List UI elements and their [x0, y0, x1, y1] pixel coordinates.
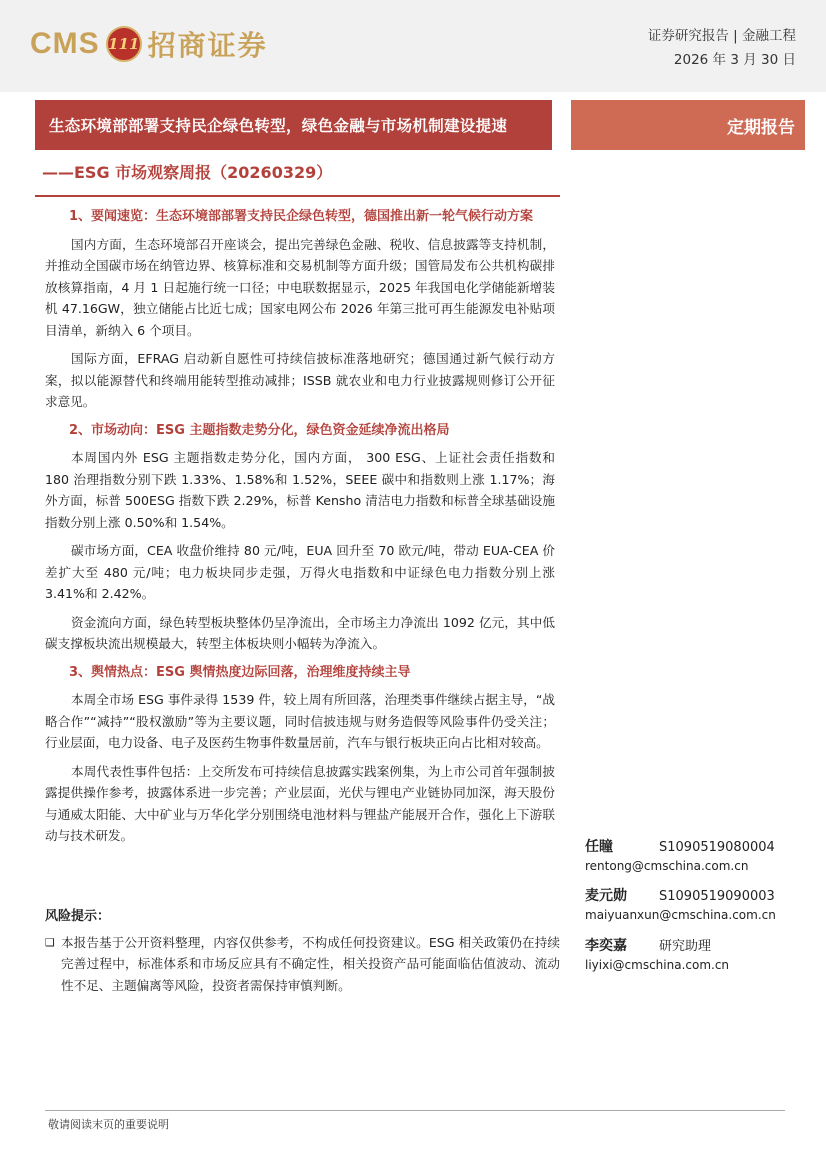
analyst-card — [585, 935, 805, 972]
analyst-name: 李奕嘉 — [585, 938, 627, 954]
paragraph: 本周代表性事件包括：上交所发布可持续信息披露实践案例集，为上市公司首年强制披露提供操作参考，披露体系进一步完善；产业层面，光伏与锂电产业链协同加深，海天股份与通威太阳能、大中矿业与万华化学分别围绕电池材料与锂盐产能展开合作，强化上下游联动与技术研发。 — [45, 763, 555, 843]
analyst-name: 麦元勋 — [585, 888, 627, 904]
report-category: 证券研究报告 | 金融工程 — [647, 28, 796, 44]
header-meta — [648, 24, 796, 72]
risk-heading: 风险提示： — [45, 909, 111, 924]
section-heading: 1、要闻速览：生态环境部部署支持民企绿色转型，德国推出新一轮气候行动方案 — [69, 209, 534, 224]
logo-cms-text: CMS — [30, 27, 100, 60]
paragraph: 本周全市场 ESG 事件录得 1539 件，较上周有所回落，治理类事件继续占据主导，“战略合作”“减持”“股权激励”等为主要议题，同时信披违规与财务造假等风险事件仍受关注；行业层面，电力设备、电子及医药生物事件数量居前，汽车与银行板块正向占比相对较高。 — [45, 692, 555, 750]
report-title: 生态环境部部署支持民企绿色转型，绿色金融与市场机制建设提速 — [35, 100, 552, 150]
paragraph: 国内方面，生态环境部召开座谈会，提出完善绿色金融、税收、信息披露等支持机制，并推动全国碳市场在纳管边界、核算标准和交易机制等方面升级；国管局发布公共机构碳排放核算指南，4 月 1 日起施行统一口径；中电联数据显示，2025 年我国电化学储能新增装机 47.16GW，独立储能占比近七成；国家电网公布 2026 年第三批可再生能源发电补贴项目清单，新纳入 6 个项目。 — [45, 236, 555, 338]
paragraph: 碳市场方面，CEA 收盘价维持 80 元/吨，EUA 回升至 70 欧元/吨，带动 EUA-CEA 价差扩大至 480 元/吨；电力板块同步走强，万得火电指数和中证绿色电力指数分别上涨 3.41%和 2.42%。 — [45, 543, 555, 601]
analyst-name: 任瞳 — [585, 839, 613, 855]
risk-section — [45, 906, 560, 996]
footer-note: 敬请阅读末页的重要说明 — [48, 1118, 169, 1131]
paragraph: 资金流向方面，绿色转型板块整体仍呈净流出，全市场主力净流出 1092 亿元，其中低碳支撑板块流出规模最大，转型主体板块则小幅转为净流入。 — [45, 614, 555, 651]
footer-divider — [45, 1110, 785, 1111]
analyst-id: S1090519090003 — [659, 889, 775, 904]
analyst-id: S1090519080004 — [659, 840, 775, 855]
report-type-tag: 定期报告 — [571, 100, 805, 150]
logo-badge-icon — [106, 26, 142, 62]
analyst-email[interactable]: rentong@cmschina.com.cn — [585, 859, 749, 873]
main-content — [45, 206, 555, 854]
paragraph: 本周国内外 ESG 主题指数走势分化，国内方面， 300 ESG、上证社会责任指数和 180 治理指数分别下跌 1.33%、1.58%和 1.52%，SEEE 碳中和指数则上涨 1.17%；海外方面，标普 500ESG 指数下跌 2.29%，标普 Kensho 清洁电力指数和标普全球基础设施指数分别上涨 0.50%和 1.54%。 — [45, 450, 555, 530]
analyst-card — [585, 885, 805, 922]
report-subtitle: ——ESG 市场观察周报（20260329） — [42, 163, 333, 182]
analyst-card — [585, 836, 805, 873]
section-heading: 2、市场动向：ESG 主题指数走势分化，绿色资金延续净流出格局 — [69, 422, 450, 438]
paragraph: 国际方面，EFRAG 启动新自愿性可持续信披标准落地研究；德国通过新气候行动方案，拟以能源替代和终端用能转型推动减排；ISSB 就农业和电力行业披露规则修订公开征求意见。 — [45, 351, 555, 409]
analyst-role: 研究助理 — [659, 939, 712, 954]
company-logo — [30, 22, 268, 66]
checkbox-bullet-icon: ❑ — [45, 935, 55, 949]
report-date: 2026 年 3 月 30 日 — [673, 52, 796, 68]
logo-cn-text: 招商证券 — [147, 29, 268, 62]
logo-badge-text: 111 — [108, 35, 140, 53]
section-heading: 3、舆情热点：ESG 舆情热度边际回落，治理维度持续主导 — [69, 664, 411, 680]
analyst-email[interactable]: maiyuanxun@cmschina.com.cn — [585, 908, 776, 922]
risk-item — [45, 932, 560, 997]
analyst-email[interactable]: liyixi@cmschina.com.cn — [585, 958, 730, 972]
risk-text: 本报告基于公开资料整理，内容仅供参考，不构成任何投资建议。ESG 相关政策仍在持续完善过程中，标准体系和市场反应具有不确定性，相关投资产品可能面临估值波动、流动性不足、主题偏离等风险，投资者需保持审慎判断。 — [61, 934, 560, 993]
title-divider — [35, 195, 560, 197]
